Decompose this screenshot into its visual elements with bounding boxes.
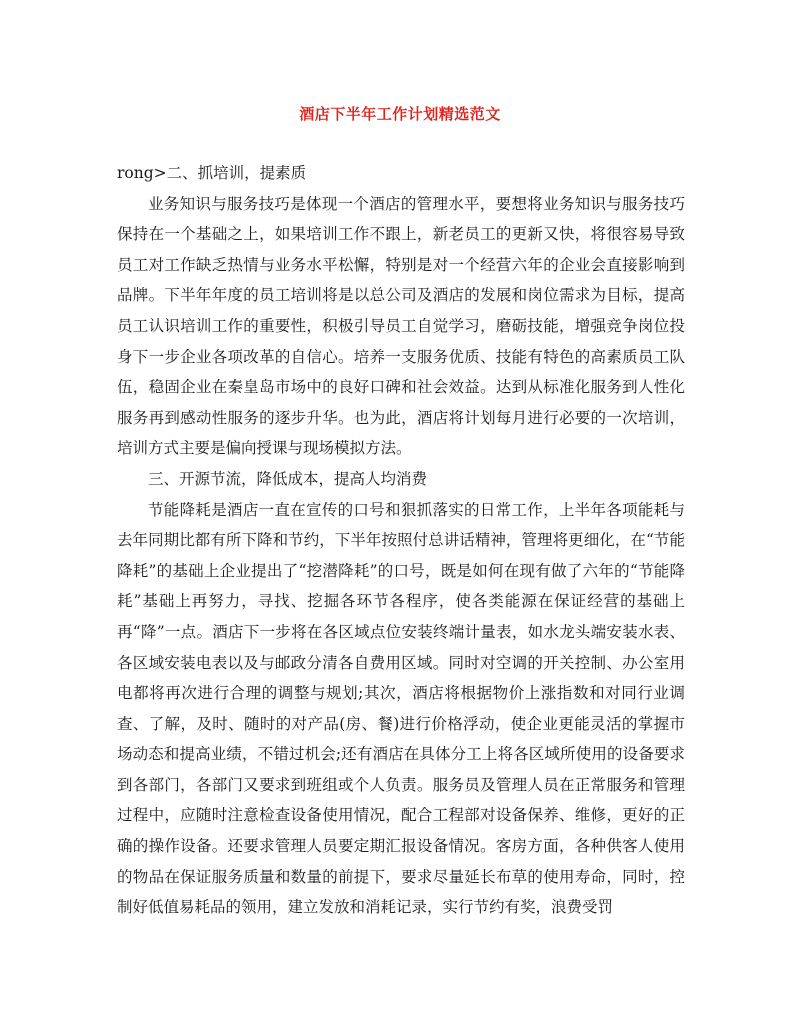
document-body: [117, 158, 685, 923]
paragraph-cost-reduction: 节能降耗是酒店一直在宣传的口号和狠抓落实的日常工作，上半年各项能耗与去年同期比都有所下降和节约，下半年按照付总讲话精神，管理将更细化，在“节能降耗”的基础上企业提出了“挖潜降耗”的口号，既是如何在现有做了六年的“节能降耗”基础上再努力，寻找、挖掘各环节各程序，使各类能源在保证经营的基础上再“降”一点。酒店下一步将在各区域点位安装终端计量表，如水龙头端安装水表、各区域安装电表以及与邮政分清各自费用区域。同时对空调的开关控制、办公室用电都将再次进行合理的调整与规划;其次，酒店将根据物价上涨指数和对同行业调查、了解，及时、随时的对产品(房、餐)进行价格浮动，使企业更能灵活的掌握市场动态和提高业绩，不错过机会;还有酒店在具体分工上将各区域所使用的设备要求到各部门，各部门又要求到班组或个人负责。服务员及管理人员在正常服务和管理过程中，应随时注意检查设备使用情况，配合工程部对设备保养、维修，更好的正确的操作设备。还要求管理人员要定期汇报设备情况。客房方面，各种供客人使用的物品在保证服务质量和数量的前提下，要求尽量延长布草的使用寿命，同时，控制好低值易耗品的领用，建立发放和消耗记录，实行节约有奖，浪费受罚: [117, 500, 685, 917]
section-heading-training: rong>二、抓培训，提素质: [117, 164, 307, 182]
document-title: 酒店下半年工作计划精选范文: [299, 105, 501, 123]
paragraph-training: 业务知识与服务技巧是体现一个酒店的管理水平，要想将业务知识与服务技巧保持在一个基础之上，如果培训工作不跟上，新老员工的更新又快，将很容易导致员工对工作缺乏热情与业务水平松懈，特别是对一个经营六年的企业会直接影响到品牌。下半年年度的员工培训将是以总公司及酒店的发展和岗位需求为目标，提高员工认识培训工作的重要性，积极引导员工自觉学习，磨砺技能，增强竞争岗位投身下一步企业各项改革的自信心。培养一支服务优质、技能有特色的高素质员工队伍，稳固企业在秦皇岛市场中的良好口碑和社会效益。达到从标准化服务到人性化服务再到感动性服务的逐步升华。也为此，酒店将计划每月进行必要的一次培训，培训方式主要是偏向授课与现场模拟方法。: [117, 194, 685, 458]
section-heading-cost-reduction: 三、开源节流，降低成本，提高人均消费: [148, 469, 428, 488]
